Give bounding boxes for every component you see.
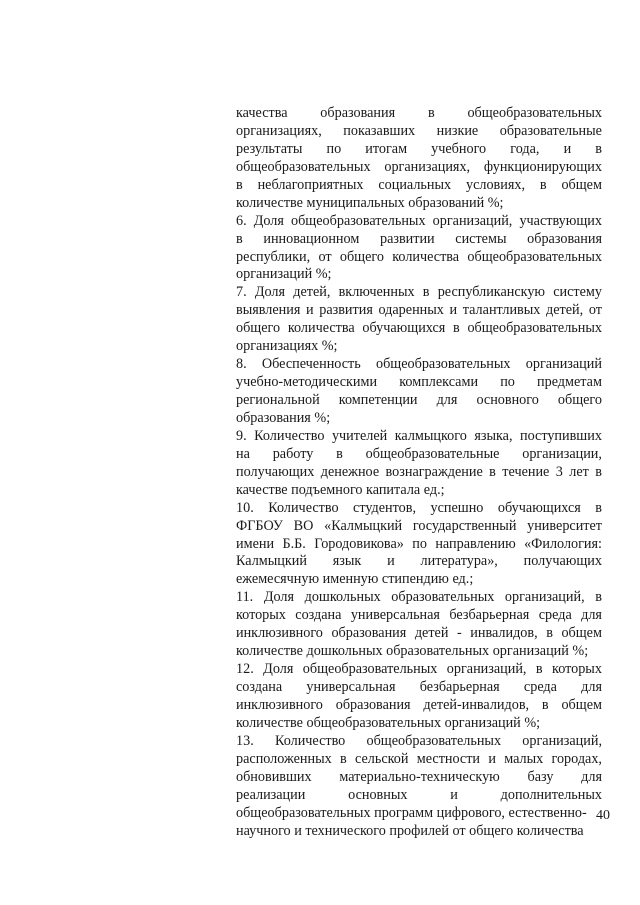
text-line xyxy=(236,500,602,518)
text-word: обучающихся xyxy=(497,499,581,516)
text-word: в xyxy=(595,499,602,516)
text-line xyxy=(236,231,602,249)
text-word: в xyxy=(336,445,343,462)
text-line xyxy=(236,320,602,338)
text-word: в xyxy=(427,105,435,121)
text-word: в xyxy=(541,696,549,713)
text-word: в xyxy=(595,140,602,157)
text-word: Доля xyxy=(263,589,295,606)
text-word: республиканскую xyxy=(437,284,546,301)
text-word: в xyxy=(546,625,553,642)
text-word: материально-техническую xyxy=(339,768,500,785)
text-word: общеобразовательных xyxy=(366,732,502,749)
text-word: для xyxy=(581,768,602,785)
text-line xyxy=(236,769,602,787)
text-word: работу xyxy=(272,445,314,462)
text-line: научного и технического профилей от общего количества xyxy=(236,822,584,839)
text-word: образования xyxy=(527,230,602,247)
text-word: года, xyxy=(510,140,540,157)
text-word: общеобразовательных xyxy=(291,212,426,229)
text-word: одаренных xyxy=(378,302,444,319)
text-word: организаций, xyxy=(522,732,602,749)
text-word: общеобразовательных xyxy=(375,356,511,373)
text-word: Количество xyxy=(274,732,346,749)
text-word: и xyxy=(387,553,395,570)
text-word: и xyxy=(563,140,572,157)
text-word: организациях, xyxy=(236,122,322,139)
text-word: безбарьерная xyxy=(419,679,500,695)
text-word: калмыцкого xyxy=(394,427,467,444)
text-word: направлению xyxy=(435,535,516,552)
text-line xyxy=(236,392,602,410)
text-word: включенных xyxy=(338,284,415,301)
text-word: для xyxy=(581,607,602,624)
text-word: инклюзивного xyxy=(236,696,323,713)
text-word: в xyxy=(340,750,347,767)
text-word: 6. xyxy=(236,212,247,229)
text-word: инклюзивного xyxy=(236,625,323,642)
text-word: общем xyxy=(561,696,602,713)
text-word: от xyxy=(318,248,332,265)
text-word: городах, xyxy=(551,750,602,767)
text-word: базу xyxy=(527,768,554,785)
text-word: дополнительных xyxy=(500,786,602,803)
text-word: количества xyxy=(392,248,460,265)
text-word: развитии xyxy=(379,230,435,247)
text-word: и xyxy=(488,750,496,767)
text-word: язык xyxy=(332,553,362,570)
text-word: среда xyxy=(538,607,572,624)
text-word: 9. xyxy=(236,427,247,444)
text-line xyxy=(236,625,602,643)
text-word: в xyxy=(539,176,547,193)
text-word: и xyxy=(450,786,458,803)
text-word: в xyxy=(236,176,243,193)
text-word: студентов, xyxy=(353,499,417,516)
text-word: ФГБОУ xyxy=(236,517,283,534)
text-word: детей xyxy=(414,625,449,642)
text-line xyxy=(236,249,602,267)
text-word: региональной xyxy=(236,392,320,408)
text-word: вознаграждение xyxy=(385,463,483,480)
text-word: результаты xyxy=(236,140,303,157)
text-word: - xyxy=(457,625,462,642)
text-word: для xyxy=(436,392,458,408)
text-word: «Филология: xyxy=(524,535,602,552)
text-word: 13. xyxy=(236,732,254,749)
text-line xyxy=(236,302,602,320)
text-word: в xyxy=(535,661,543,678)
text-word: в xyxy=(595,589,602,606)
text-line: организаций %; xyxy=(236,266,332,283)
text-word: общеобразовательные xyxy=(365,445,500,462)
text-word: 12. xyxy=(236,661,254,678)
text-word: республики, xyxy=(236,248,311,265)
text-word: в xyxy=(489,463,496,480)
text-word: 10. xyxy=(236,499,254,516)
text-word: по xyxy=(326,140,342,157)
text-word: которых xyxy=(236,607,286,624)
text-word: создана xyxy=(295,607,342,624)
text-word: общего xyxy=(236,320,281,337)
text-line xyxy=(236,159,602,177)
text-word: детей, xyxy=(293,284,331,301)
text-word: условиях, xyxy=(465,176,526,193)
text-line xyxy=(236,105,602,123)
text-word: Количество xyxy=(268,499,339,516)
text-word: образования xyxy=(320,105,396,121)
text-word: Количество xyxy=(254,427,325,444)
text-word: среда xyxy=(523,679,557,695)
text-line: качестве подъемного капитала ед.; xyxy=(236,481,445,498)
text-word: Б.Б. xyxy=(282,535,306,552)
text-word: языка, xyxy=(474,427,513,444)
text-word: общем xyxy=(561,176,602,193)
text-line xyxy=(236,679,602,697)
text-word: от xyxy=(588,302,602,319)
text-word: по xyxy=(500,374,515,391)
text-word: низкие xyxy=(436,122,479,139)
text-word: Доля xyxy=(253,212,284,229)
text-word: качества xyxy=(236,105,288,121)
text-word: 3 xyxy=(555,463,563,480)
text-word: общеобразовательных xyxy=(467,105,602,121)
text-word: предметам xyxy=(537,374,602,391)
text-word: поступивших xyxy=(519,427,602,444)
text-word: инновационном xyxy=(263,230,360,247)
text-word: малых xyxy=(504,750,544,767)
text-word: талантливых xyxy=(462,302,541,319)
text-word: государственный xyxy=(412,517,517,534)
text-word: учебного xyxy=(431,140,487,157)
text-word: университет xyxy=(527,517,602,534)
text-line xyxy=(236,123,602,141)
text-word: обучающихся xyxy=(362,320,446,337)
text-word: общего xyxy=(557,392,602,408)
text-word: неблагоприятных xyxy=(257,176,364,193)
text-word: социальных xyxy=(378,176,452,193)
text-word: лет xyxy=(569,463,589,480)
text-line xyxy=(236,464,602,482)
text-line xyxy=(236,374,602,392)
text-word: которых xyxy=(552,661,602,678)
text-word: образовательные xyxy=(499,122,602,139)
text-word: «Калмыцкий xyxy=(324,517,403,534)
text-word: основного xyxy=(476,392,539,408)
text-word: универсальная xyxy=(306,679,396,695)
text-word: реализации xyxy=(236,786,306,803)
text-line xyxy=(236,607,602,625)
text-word: функционирующих xyxy=(483,158,602,175)
text-word: общеобразовательных xyxy=(302,661,438,678)
text-line xyxy=(236,751,602,769)
text-word: 8. xyxy=(236,356,247,373)
text-line xyxy=(236,446,602,464)
text-word: универсальная xyxy=(350,607,440,624)
text-word: организациях, xyxy=(384,158,471,175)
text-word: и xyxy=(449,302,458,319)
text-word: течение xyxy=(502,463,550,480)
text-word: компетенции xyxy=(338,392,418,408)
text-word: имени xyxy=(236,535,275,552)
text-word: 11. xyxy=(236,589,254,606)
text-line: ежемесячную именную стипендию ед.; xyxy=(236,571,474,588)
text-line xyxy=(236,141,602,159)
text-word: Калмыцкий xyxy=(236,553,307,570)
text-word: Доля xyxy=(254,284,286,301)
text-word: расположенных xyxy=(236,750,332,767)
text-word: Доля xyxy=(263,661,294,678)
text-word: учителей xyxy=(331,427,388,444)
text-word: обновивших xyxy=(236,768,312,785)
text-word: дошкольных xyxy=(304,589,381,606)
text-line xyxy=(236,428,602,446)
text-word: создана xyxy=(236,679,283,695)
text-word: систему xyxy=(553,284,602,301)
text-line xyxy=(236,733,602,751)
text-line xyxy=(236,697,602,715)
text-word: комплексами xyxy=(399,374,479,391)
text-line xyxy=(236,536,602,554)
text-word: развития xyxy=(319,302,373,319)
text-word: ВО xyxy=(293,517,314,534)
text-line: количестве муниципальных образований %; xyxy=(236,194,504,211)
text-line: организациях %; xyxy=(236,338,338,355)
text-word: общем xyxy=(561,625,602,642)
text-line: количестве общеобразовательных организаций %; xyxy=(236,714,541,731)
text-line xyxy=(236,518,602,536)
text-word: организаций, xyxy=(446,661,527,678)
text-word: местности xyxy=(416,750,481,767)
text-word: итогам xyxy=(365,140,408,157)
text-word: учебно-методическими xyxy=(236,374,378,391)
text-line xyxy=(236,589,602,607)
text-word: общего xyxy=(339,248,384,265)
text-word: организаций, xyxy=(504,589,585,606)
text-word: 7. xyxy=(236,284,247,301)
text-word: получающих xyxy=(523,553,602,570)
text-word: количества xyxy=(287,320,355,337)
text-word: организаций, xyxy=(432,212,513,229)
text-line xyxy=(236,213,602,231)
text-word: общеобразовательных xyxy=(467,248,602,265)
text-word: успешно xyxy=(430,499,484,516)
text-word: в xyxy=(453,320,460,337)
text-word: инвалидов, xyxy=(470,625,538,642)
text-word: по xyxy=(412,535,427,552)
text-line xyxy=(236,177,602,195)
text-word: сельской xyxy=(355,750,409,767)
text-line xyxy=(236,553,602,571)
text-word: общеобразовательных xyxy=(236,158,371,175)
text-word: Городовикова» xyxy=(314,535,404,552)
page-number: 40 xyxy=(596,808,610,823)
text-word: основных xyxy=(348,786,408,803)
text-word: получающих xyxy=(236,463,315,480)
text-line xyxy=(236,661,602,679)
text-word: образования xyxy=(335,696,411,713)
text-line: общеобразовательных программ цифрового, естественно- xyxy=(236,804,587,821)
text-word: в xyxy=(236,230,243,247)
text-line: количестве дошкольных образовательных организаций %; xyxy=(236,643,589,660)
text-word: участвующих xyxy=(519,212,602,229)
text-word: организаций xyxy=(525,356,602,373)
text-word: выявления xyxy=(236,302,301,319)
text-line xyxy=(236,284,602,302)
text-word: для xyxy=(581,679,602,695)
text-word: и xyxy=(306,302,314,319)
text-word: Обеспеченность xyxy=(261,356,361,373)
text-word: безбарьерная xyxy=(449,607,530,624)
text-word: денежное xyxy=(320,463,380,480)
text-word: в xyxy=(422,284,430,301)
text-word: показавших xyxy=(343,122,416,139)
text-word: на xyxy=(236,445,250,462)
text-word: организации, xyxy=(522,445,602,462)
text-word: литература», xyxy=(420,553,498,570)
text-word: системы xyxy=(455,230,507,247)
text-word: образования xyxy=(331,625,407,642)
text-word: детей, xyxy=(546,302,584,319)
text-word: детей-инвалидов, xyxy=(423,696,530,713)
text-line xyxy=(236,356,602,374)
text-word: общеобразовательных xyxy=(467,320,602,337)
text-line: образования %; xyxy=(236,409,331,426)
text-line xyxy=(236,787,602,805)
document-body-text xyxy=(236,105,602,840)
text-word: образовательных xyxy=(391,589,495,606)
text-word: в xyxy=(595,463,602,480)
